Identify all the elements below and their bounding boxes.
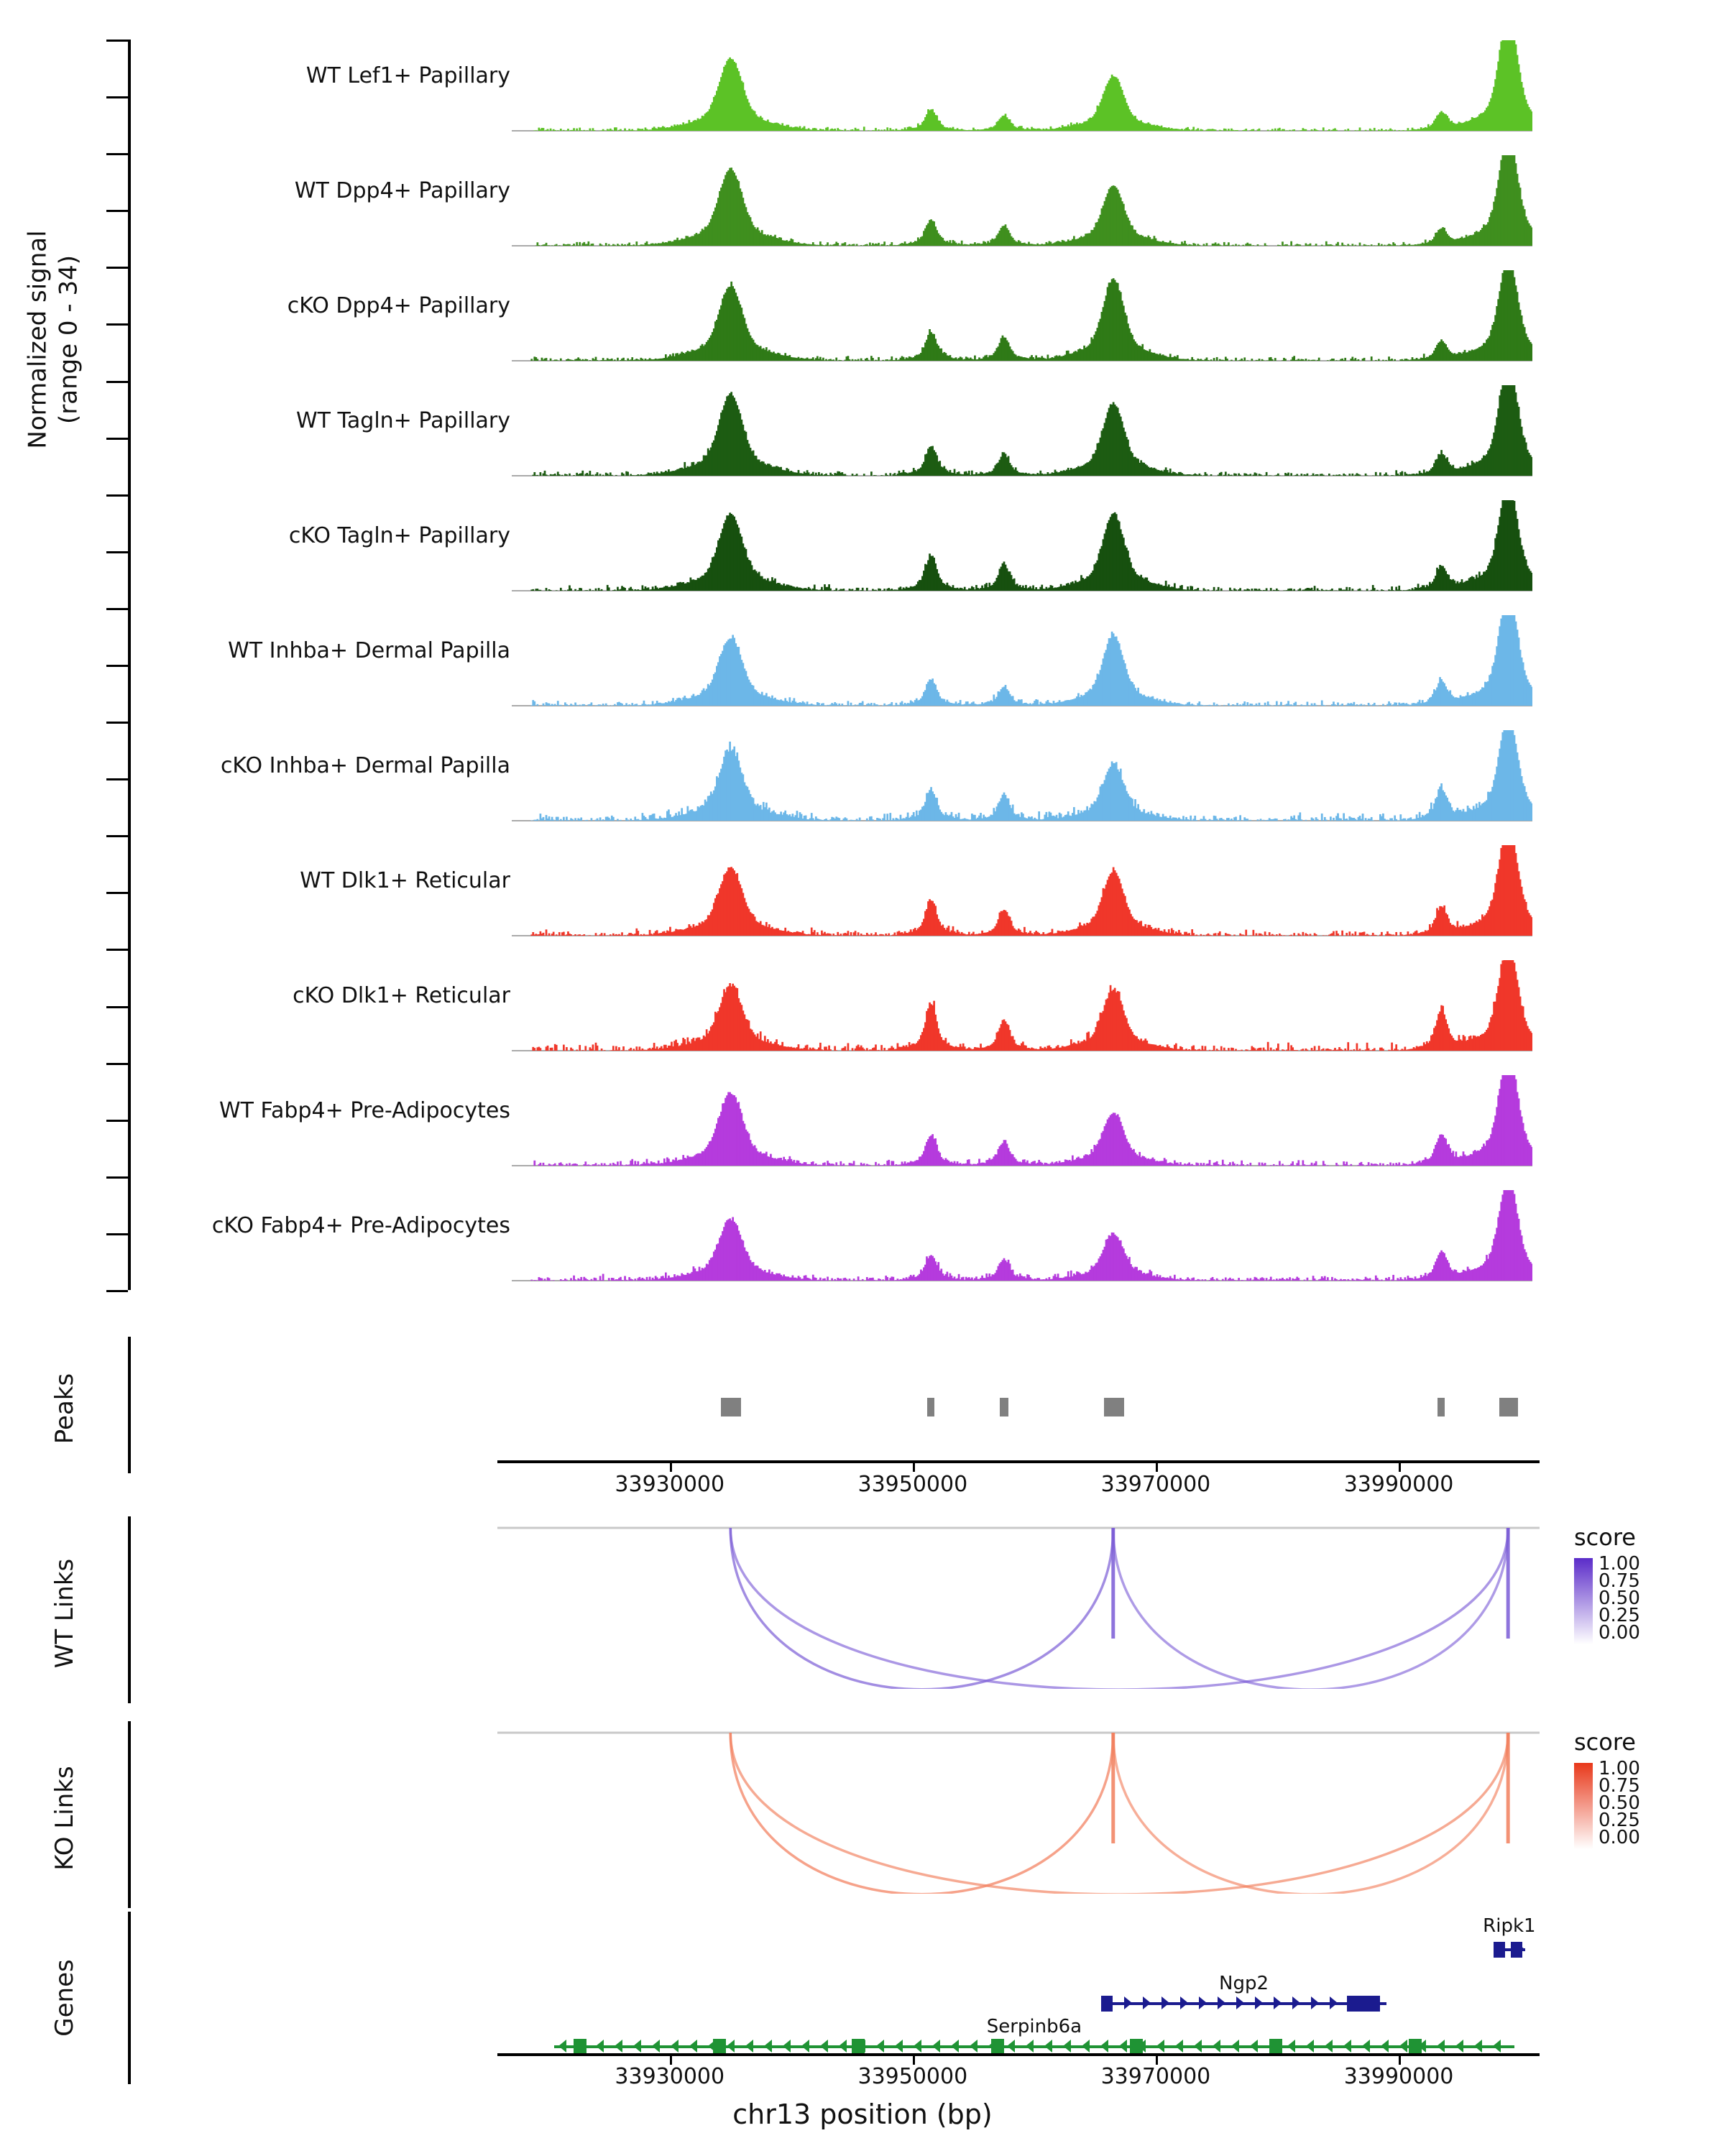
signal-track-plot <box>512 151 1532 259</box>
legend-color-bar <box>1574 1763 1593 1849</box>
peak-region <box>1438 1398 1445 1416</box>
y-axis-tick <box>106 665 128 667</box>
genome-axis-tick-label: 33970000 <box>1100 1472 1211 1497</box>
gene-strand-arrow <box>1175 2040 1183 2053</box>
legend-tick-label: 0.50 <box>1598 1588 1640 1609</box>
signal-track-row <box>0 1071 1725 1186</box>
link-arc <box>730 1733 1508 1894</box>
gene-label: Ngp2 <box>1219 1973 1269 1994</box>
y-axis-tick <box>106 949 128 951</box>
gene-strand-arrow <box>1026 2040 1034 2053</box>
gene-strand-arrow <box>1180 1996 1188 2009</box>
gene-label: Serpinb6a <box>986 2016 1082 2037</box>
gene-strand-arrow <box>1437 2040 1445 2053</box>
x-axis-title: chr13 position (bp) <box>732 2099 993 2130</box>
y-axis-tick <box>106 1120 128 1122</box>
y-axis-tick <box>106 494 128 497</box>
y-axis-tick <box>106 267 128 269</box>
wt-links-axis-spine <box>128 1516 131 1703</box>
gene-strand-arrow <box>1474 2040 1482 2053</box>
signal-track-plot <box>512 1186 1532 1294</box>
gene-strand-arrow <box>1194 2040 1202 2053</box>
signal-track-row <box>0 496 1725 611</box>
gene-strand-arrow <box>1119 2040 1127 2053</box>
gene-strand-arrow <box>1381 2040 1389 2053</box>
signal-track-label: WT Dlk1+ Reticular <box>300 868 510 893</box>
legend-tick-label: 0.75 <box>1598 1570 1640 1592</box>
signal-track-label: WT Lef1+ Papillary <box>305 63 510 88</box>
gene-strand-arrow <box>689 2040 697 2053</box>
gene-exon <box>1494 1942 1505 1958</box>
ko-links-section-title: KO Links <box>50 1766 79 1871</box>
peak-region <box>927 1398 934 1416</box>
gene-strand-arrow <box>876 2040 884 2053</box>
gene-strand-arrow <box>1162 1996 1169 2009</box>
gene-strand-arrow <box>1236 1996 1244 2009</box>
gene-exon <box>1130 2039 1143 2055</box>
gene-strand-arrow <box>970 2040 978 2053</box>
legend-tick-label: 0.25 <box>1598 1810 1640 1831</box>
y-axis-tick <box>106 1176 128 1179</box>
y-axis-tick <box>106 210 128 212</box>
y-axis-tick <box>106 1233 128 1235</box>
y-axis-tick <box>106 40 128 42</box>
gene-strand-arrow <box>1306 2040 1314 2053</box>
gene-strand-arrow <box>1325 2040 1333 2053</box>
legend-tick-label: 0.00 <box>1598 1827 1640 1848</box>
wt-links-svg <box>497 1524 1547 1689</box>
gene-strand-arrow <box>1156 2040 1164 2053</box>
legend-tick-label: 0.00 <box>1598 1622 1640 1644</box>
gene-body-line <box>554 2045 1514 2048</box>
gene-strand-arrow <box>596 2040 604 2053</box>
link-arc <box>730 1733 1113 1894</box>
gene-exon <box>1409 2039 1422 2055</box>
signal-track-plot <box>512 841 1532 949</box>
ko-links-svg <box>497 1728 1547 1894</box>
y-axis-tick <box>106 892 128 894</box>
gene-strand-arrow <box>1455 2040 1463 2053</box>
gene-label: Ripk1 <box>1483 1915 1536 1937</box>
gene-strand-arrow <box>1213 2040 1220 2053</box>
link-arc <box>730 1528 1508 1689</box>
signal-track-label: WT Dpp4+ Papillary <box>294 178 510 203</box>
signal-track-plot <box>512 496 1532 604</box>
genome-axis-tick-label: 33930000 <box>615 1472 725 1497</box>
gene-strand-arrow <box>895 2040 903 2053</box>
genome-axis-tick-label: 33950000 <box>857 1472 968 1497</box>
wt-links-legend <box>1574 1524 1640 1649</box>
gene-exon <box>852 2039 865 2055</box>
signal-track-plot <box>512 611 1532 719</box>
ko-links-axis-spine <box>128 1721 131 1908</box>
genome-axis-tick-label: 33990000 <box>1343 1472 1454 1497</box>
peaks-section-title: Peaks <box>50 1373 79 1445</box>
y-axis-tick <box>106 153 128 155</box>
legend-tick-label: 1.00 <box>1598 1758 1640 1779</box>
gene-strand-arrow <box>1199 1996 1207 2009</box>
legend-title: score <box>1574 1728 1636 1756</box>
gene-exon <box>1269 2039 1282 2055</box>
gene-strand-arrow <box>633 2040 641 2053</box>
link-arc <box>730 1528 1113 1689</box>
legend-tick-label: 0.25 <box>1598 1605 1640 1626</box>
genome-axis-tick-label: 33970000 <box>1100 2064 1211 2089</box>
genome-axis-tick <box>1399 1463 1401 1472</box>
gene-strand-arrow <box>671 2040 678 2053</box>
signal-track-row <box>0 1186 1725 1301</box>
gene-strand-arrow <box>1250 2040 1258 2053</box>
genome-axis-tick <box>913 1463 915 1472</box>
gene-strand-arrow <box>932 2040 940 2053</box>
legend-tick-labels <box>1598 1553 1640 1644</box>
signal-track-plot <box>512 36 1532 144</box>
gene-strand-arrow <box>745 2040 753 2053</box>
signal-track-plot <box>512 1071 1532 1179</box>
gene-strand-arrow <box>1124 1996 1132 2009</box>
signal-track-row <box>0 36 1725 151</box>
legend-tick-label: 1.00 <box>1598 1553 1640 1575</box>
signal-track-label: cKO Tagln+ Papillary <box>288 523 510 548</box>
genome-axis-tick-label: 33990000 <box>1343 2064 1454 2089</box>
signal-track-row <box>0 381 1725 496</box>
genome-axis-tick <box>1156 1463 1158 1472</box>
gene-strand-arrow <box>1343 2040 1351 2053</box>
genome-axis-top <box>497 1460 1540 1463</box>
legend-tick-label: 0.50 <box>1598 1792 1640 1814</box>
gene-exon <box>713 2039 726 2055</box>
wt-links-section-title: WT Links <box>50 1558 79 1669</box>
signal-track-label: WT Tagln+ Papillary <box>296 408 510 433</box>
signal-track-plot <box>512 381 1532 489</box>
genome-axis-tick-label: 33930000 <box>615 2064 725 2089</box>
gene-strand-arrow <box>820 2040 828 2053</box>
gene-strand-arrow <box>1255 1996 1263 2009</box>
y-axis-tick <box>106 551 128 553</box>
gene-strand-arrow <box>1082 2040 1090 2053</box>
gene-strand-arrow <box>1231 2040 1239 2053</box>
genome-axis-tick-label: 33950000 <box>857 2064 968 2089</box>
y-axis-tick <box>106 835 128 837</box>
genes-section-title: Genes <box>50 1959 79 2037</box>
signal-track-row <box>0 726 1725 841</box>
signal-track-row <box>0 151 1725 266</box>
gene-strand-arrow <box>615 2040 622 2053</box>
peak-region <box>721 1398 741 1416</box>
gene-strand-arrow <box>951 2040 959 2053</box>
y-axis-tick <box>106 1290 128 1292</box>
signal-track-plot <box>512 266 1532 374</box>
legend-tick-labels <box>1598 1760 1640 1846</box>
signal-track-label: cKO Dlk1+ Reticular <box>293 983 510 1008</box>
genes-axis-spine <box>128 1912 131 2084</box>
y-axis-tick <box>106 323 128 326</box>
gene-strand-arrow <box>558 2040 566 2053</box>
gene-strand-arrow <box>1274 1996 1282 2009</box>
signal-track-label: cKO Dpp4+ Papillary <box>287 293 510 318</box>
y-axis-tick <box>106 438 128 440</box>
legend-color-bar <box>1574 1558 1593 1644</box>
link-arc <box>1113 1733 1508 1894</box>
gene-strand-arrow <box>801 2040 809 2053</box>
gene-strand-arrow <box>1399 2040 1407 2053</box>
gene-strand-arrow <box>1362 2040 1370 2053</box>
signal-track-row <box>0 266 1725 381</box>
ko-links-legend <box>1574 1728 1640 1853</box>
signal-track-label: WT Inhba+ Dermal Papilla <box>228 638 510 663</box>
link-arc <box>1113 1528 1508 1689</box>
signal-track-plot <box>512 956 1532 1064</box>
gene-strand-arrow <box>1044 2040 1052 2053</box>
gene-strand-arrow <box>727 2040 735 2053</box>
gene-strand-arrow <box>1330 1996 1338 2009</box>
gene-exon <box>991 2039 1004 2055</box>
y-axis-tick <box>106 381 128 383</box>
signal-track-row <box>0 611 1725 726</box>
gene-strand-arrow <box>1063 2040 1071 2053</box>
gene-strand-arrow <box>1143 1996 1151 2009</box>
signal-track-row <box>0 841 1725 956</box>
gene-exon <box>574 2039 586 2055</box>
genome-axis-tick <box>670 1463 672 1472</box>
gene-strand-arrow <box>1218 1996 1225 2009</box>
gene-strand-arrow <box>839 2040 847 2053</box>
gene-strand-arrow <box>1311 1996 1319 2009</box>
y-axis-tick <box>106 1063 128 1065</box>
peaks-axis-spine <box>128 1337 131 1473</box>
gene-exon <box>1511 1942 1522 1958</box>
genome-axis-bottom <box>497 2053 1540 2056</box>
y-axis-tick <box>106 722 128 724</box>
legend-title: score <box>1574 1524 1636 1551</box>
y-axis-title: Normalized signal (range 0 - 34) <box>23 230 83 449</box>
y-axis-tick <box>106 96 128 98</box>
signal-track-label: cKO Inhba+ Dermal Papilla <box>220 753 510 778</box>
signal-track-plot <box>512 726 1532 834</box>
y-axis-tick <box>106 1006 128 1008</box>
signal-track-label: cKO Fabp4+ Pre-Adipocytes <box>211 1213 510 1238</box>
legend-tick-label: 0.75 <box>1598 1775 1640 1797</box>
y-axis-tick <box>106 778 128 780</box>
y-axis-tick <box>106 608 128 610</box>
gene-strand-arrow <box>914 2040 921 2053</box>
gene-strand-arrow <box>1493 2040 1501 2053</box>
peak-region <box>1499 1398 1518 1416</box>
signal-track-row <box>0 956 1725 1071</box>
peak-region <box>1104 1398 1124 1416</box>
gene-exon <box>1347 1996 1380 2012</box>
gene-strand-arrow <box>1292 1996 1300 2009</box>
peak-region <box>1000 1398 1008 1416</box>
gene-strand-arrow <box>1007 2040 1015 2053</box>
gene-exon <box>1101 1996 1113 2012</box>
gene-strand-arrow <box>1287 2040 1295 2053</box>
signal-track-label: WT Fabp4+ Pre-Adipocytes <box>219 1098 510 1123</box>
gene-strand-arrow <box>764 2040 772 2053</box>
gene-strand-arrow <box>1100 2040 1108 2053</box>
gene-strand-arrow <box>652 2040 660 2053</box>
gene-strand-arrow <box>783 2040 791 2053</box>
